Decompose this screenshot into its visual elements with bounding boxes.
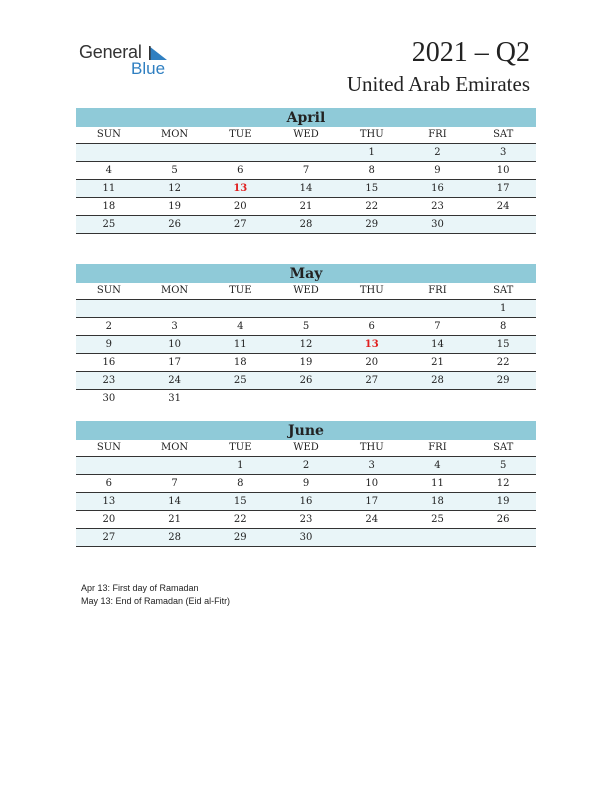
day-cell: 29 [496,375,510,386]
week-row [76,336,536,354]
day-cell: 23 [299,514,313,525]
day-cell: 20 [365,357,379,368]
day-cell [76,457,142,474]
page-title: 2021 – Q2 [411,37,530,68]
day-cell: 28 [168,532,181,543]
day-cell: 6 [105,478,113,489]
day-cell: 10 [496,165,510,176]
day-cell: 6 [368,321,375,332]
day-cell [207,144,273,161]
weekday-label: FRI [428,442,447,453]
weekday-row [76,283,536,300]
day-cell: 26 [496,514,510,525]
day-cell: 3 [171,321,178,332]
logo-flag-icon [149,46,167,60]
day-cell [273,300,339,317]
day-cell: 10 [365,478,379,489]
calendar-may [76,264,536,407]
day-cell: 1 [237,460,244,471]
day-cell [405,390,471,407]
day-cell: 5 [499,460,507,471]
day-cell: 15 [496,339,510,350]
day-cell: 17 [496,183,510,194]
day-cell: 26 [168,219,181,230]
day-cell: 25 [431,514,444,525]
day-cell: 14 [168,496,181,507]
week-row [76,318,536,336]
week-row [76,144,536,162]
day-cell [207,300,273,317]
week-row [76,354,536,372]
weekday-label: MON [160,285,189,296]
day-cell [76,144,142,161]
day-cell: 7 [302,165,310,176]
day-cell [76,300,142,317]
holiday-note: May 13: End of Ramadan (Eid al-Fitr) [81,596,231,606]
day-cell: 5 [302,321,310,332]
holiday-day-cell: 13 [233,183,248,194]
day-cell [339,529,405,546]
day-cell: 3 [499,147,507,158]
week-row [76,162,536,180]
day-cell: 4 [105,165,113,176]
day-cell: 28 [431,375,444,386]
day-cell: 11 [102,183,116,194]
week-row [76,198,536,216]
day-cell: 13 [102,496,116,507]
day-cell: 27 [365,375,379,386]
day-cell: 29 [233,532,247,543]
calendar-june [76,421,536,547]
day-cell: 12 [168,183,181,194]
weekday-label: TUE [229,442,252,453]
logo-text-blue: Blue [131,59,166,78]
day-cell: 24 [168,375,181,386]
day-cell [405,529,471,546]
weekday-label: THU [359,442,384,453]
week-row [76,457,536,475]
day-cell [142,300,208,317]
day-cell: 16 [431,183,444,194]
day-cell [273,390,339,407]
country-title: United Arab Emirates [346,72,530,96]
day-cell: 16 [102,357,116,368]
day-cell: 31 [168,393,181,404]
week-row [76,529,536,547]
weekday-label: MON [160,442,189,453]
day-cell: 15 [233,496,247,507]
day-cell [405,300,471,317]
day-cell [470,529,536,546]
calendar-april [76,108,536,234]
day-cell: 25 [102,219,116,230]
day-cell: 8 [499,321,507,332]
day-cell: 23 [102,375,116,386]
weekday-label: SAT [493,442,514,453]
weekday-label: FRI [428,285,447,296]
day-cell: 12 [496,478,510,489]
day-cell: 22 [233,514,247,525]
day-cell: 17 [168,357,181,368]
day-cell: 1 [368,147,375,158]
day-cell: 2 [302,460,310,471]
day-cell: 9 [105,339,113,350]
day-cell: 15 [365,183,379,194]
holiday-day-cell: 13 [364,339,379,350]
day-cell: 21 [168,514,181,525]
day-cell: 19 [168,201,181,212]
day-cell: 25 [233,375,247,386]
day-cell: 22 [496,357,510,368]
weekday-label: SAT [493,285,514,296]
day-cell: 28 [299,219,313,230]
holiday-notes [81,582,230,608]
week-row [76,372,536,390]
day-cell: 7 [434,321,441,332]
weekday-label: SUN [96,442,121,453]
month-header: May [76,264,536,283]
day-cell: 19 [299,357,313,368]
day-cell: 20 [102,514,116,525]
week-row [76,390,536,407]
day-cell: 7 [171,478,178,489]
weekday-row [76,127,536,144]
day-cell [207,390,273,407]
day-cell: 2 [105,321,113,332]
weekday-label: THU [359,129,384,140]
day-cell: 14 [431,339,444,350]
day-cell: 9 [302,478,310,489]
day-cell: 2 [434,147,441,158]
day-cell: 18 [102,201,116,212]
weekday-label: SUN [96,285,121,296]
day-cell [470,216,536,233]
month-header: April [76,108,536,127]
day-cell: 6 [237,165,244,176]
month-header: June [76,421,536,440]
day-cell: 11 [431,478,444,489]
weekday-label: TUE [229,129,252,140]
day-cell: 16 [299,496,313,507]
day-cell: 8 [368,165,375,176]
day-cell: 19 [496,496,510,507]
generalblue-logo [79,42,179,78]
weekday-label: WED [293,285,319,296]
day-cell: 24 [496,201,510,212]
holiday-note: Apr 13: First day of Ramadan [81,583,199,593]
day-cell: 10 [168,339,181,350]
day-cell [339,300,405,317]
day-cell: 22 [365,201,379,212]
day-cell: 1 [499,303,507,314]
day-cell: 8 [237,478,244,489]
week-row [76,216,536,234]
day-cell: 4 [237,321,244,332]
day-cell: 27 [102,532,116,543]
day-cell: 11 [233,339,247,350]
day-cell: 5 [171,165,178,176]
weekday-label: SAT [493,129,514,140]
day-cell: 18 [431,496,444,507]
day-cell: 30 [431,219,444,230]
week-row [76,493,536,511]
day-cell: 12 [299,339,313,350]
week-row [76,180,536,198]
day-cell [339,390,405,407]
day-cell: 21 [431,357,444,368]
logo-text-general: General [79,42,142,62]
weekday-label: WED [293,129,319,140]
day-cell [142,457,208,474]
day-cell [273,144,339,161]
week-row [76,475,536,493]
day-cell [142,144,208,161]
day-cell: 23 [431,201,444,212]
day-cell: 20 [233,201,247,212]
weekday-label: SUN [96,129,121,140]
day-cell: 9 [434,165,441,176]
weekday-label: FRI [428,129,447,140]
day-cell: 14 [299,183,313,194]
day-cell: 17 [365,496,379,507]
weekday-label: WED [293,442,319,453]
day-cell [470,390,536,407]
day-cell: 3 [368,460,375,471]
day-cell: 29 [365,219,379,230]
day-cell: 27 [233,219,247,230]
day-cell: 24 [365,514,379,525]
day-cell: 30 [102,393,116,404]
weekday-row [76,440,536,457]
weekday-label: THU [359,285,384,296]
day-cell: 26 [299,375,313,386]
day-cell: 30 [299,532,313,543]
day-cell: 18 [233,357,247,368]
weekday-label: MON [160,129,189,140]
day-cell: 21 [299,201,313,212]
week-row [76,511,536,529]
weekday-label: TUE [229,285,252,296]
week-row [76,300,536,318]
day-cell: 4 [434,460,441,471]
